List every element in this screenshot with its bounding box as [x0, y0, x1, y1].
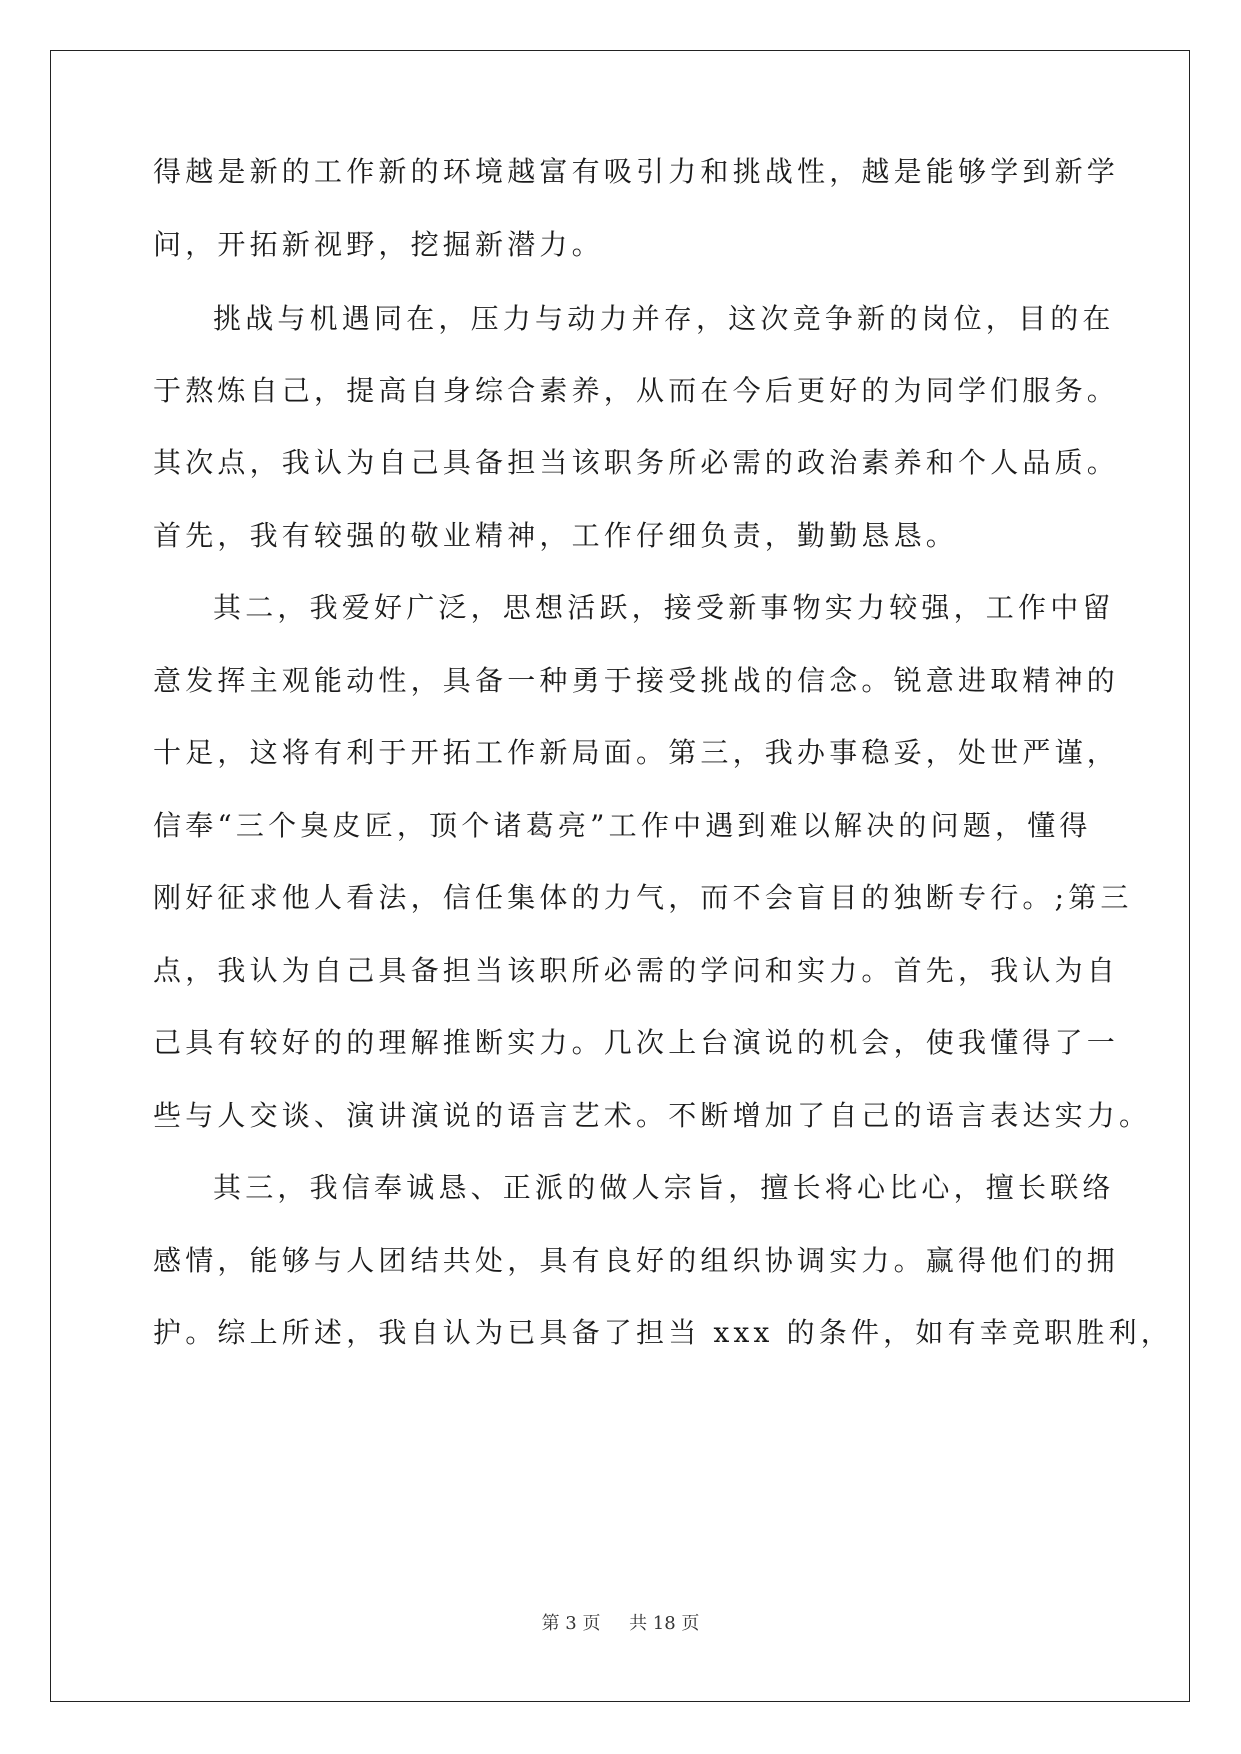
body-line: 护。综上所述，我自认为已具备了担当 xxx 的条件，如有幸竞职胜利，: [153, 1316, 1173, 1349]
body-line: 得越是新的工作新的环境越富有吸引力和挑战性，越是能够学到新学: [153, 155, 1120, 188]
body-line: 其次点，我认为自己具备担当该职务所必需的政治素养和个人品质。: [153, 446, 1120, 479]
body-line: 些与人交谈、演讲演说的语言艺术。不断增加了自己的语言表达实力。: [153, 1099, 1152, 1132]
page-number: 第 3 页: [541, 1613, 601, 1634]
body-line: 信奉“三个臭皮匠，顶个诸葛亮”工作中遇到难以解决的问题，懂得: [153, 809, 1092, 842]
body-line: 点，我认为自己具备担当该职所必需的学问和实力。首先，我认为自: [153, 954, 1120, 987]
body-line: 十足，这将有利于开拓工作新局面。第三，我办事稳妥，处世严谨，: [153, 736, 1120, 769]
body-line: 首先，我有较强的敬业精神，工作仔细负责，勤勤恳恳。: [153, 519, 959, 552]
paragraph-start-line: 其二，我爱好广泛，思想活跃，接受新事物实力较强，工作中留: [213, 591, 1115, 624]
page-footer: [0, 1612, 1241, 1636]
body-line: 意发挥主观能动性，具备一种勇于接受挑战的信念。锐意进取精神的: [153, 664, 1120, 697]
page-total: 共 18 页: [629, 1613, 700, 1634]
paragraph-start-line: 其三，我信奉诚恳、正派的做人宗旨，擅长将心比心，擅长联络: [213, 1171, 1115, 1204]
body-line: 问，开拓新视野，挖掘新潜力。: [153, 228, 604, 261]
paragraph-start-line: 挑战与机遇同在，压力与动力并存，这次竞争新的岗位，目的在: [213, 302, 1115, 335]
body-line: 于熬炼自己，提高自身综合素养，从而在今后更好的为同学们服务。: [153, 374, 1120, 407]
page-border: [50, 50, 1190, 1702]
body-line: 己具有较好的的理解推断实力。几次上台演说的机会，使我懂得了一: [153, 1026, 1120, 1059]
body-line: 刚好征求他人看法，信任集体的力气，而不会盲目的独断专行。;第三: [153, 881, 1133, 914]
body-line: 感情，能够与人团结共处，具有良好的组织协调实力。赢得他们的拥: [153, 1244, 1120, 1277]
